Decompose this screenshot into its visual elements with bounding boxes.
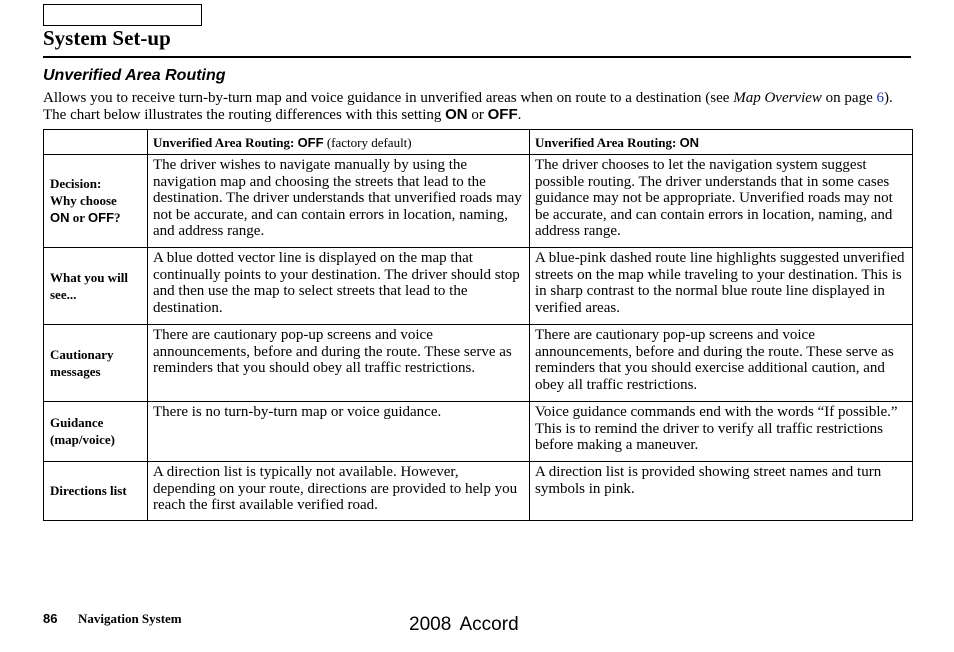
intro-text: Allows you to receive turn-by-turn map and voice guidance in unverified areas when on route to a destination (see [43,90,734,106]
table-header-row [44,130,913,155]
vehicle-model: 2008 Accord [409,614,519,635]
header-empty-cell [44,130,148,155]
header-off-label: Unverified Area Routing: [153,134,298,150]
header-off-note: (factory default) [323,134,412,150]
header-on-label: Unverified Area Routing: [535,134,680,150]
title-divider [43,56,911,58]
cell-off: A direction list is typically not available. However, depending on your route, directions are provided to help you reach the first available verified road. [148,462,530,521]
decision-or: or [69,210,89,225]
manual-name: Navigation System [78,611,182,626]
cell-on: Voice guidance commands end with the words “If possible.” This is to remind the driver to verify all traffic restrictions before making a maneuver. [530,402,913,462]
cell-off: There is no turn-by-turn map or voice guidance. [148,402,530,462]
table-row [44,248,913,325]
cell-off: There are cautionary pop-up screens and voice announcements, before and during the route. These serve as reminders that you should obey all traffic restrictions. [148,325,530,402]
cell-on: There are cautionary pop-up screens and voice announcements, before and during the route. These serve as reminders that you should exercise additional caution, and obey all traffic restrictions. [530,325,913,402]
row-label: What you will see... [44,248,148,325]
row-label: Guidance (map/voice) [44,402,148,462]
cell-on: A direction list is provided showing street names and turn symbols in pink. [530,462,913,521]
header-on-column [530,130,913,155]
row-label-decision [44,155,148,248]
page-6-link[interactable]: 6 [876,90,884,106]
cell-off: A blue dotted vector line is displayed on the map that continually points to your destination. The driver should stop and then use the map to select streets that lead to the destination. [148,248,530,325]
intro-or: or [467,106,488,123]
intro-paragraph [43,90,913,123]
off-setting-label: OFF [487,105,518,123]
routing-comparison-table [43,129,913,521]
intro-italic-ref: Map Overview [733,90,822,106]
section-heading: Unverified Area Routing [43,67,226,84]
cell-on: The driver chooses to let the navigation system suggest possible routing. The driver understands that in some cases guidance may not be appropriate. Unverified roads may not be accurate, and can contain errors in location, naming, and address range. [530,155,913,248]
intro-text-2: ). The chart below illustrates the routing differences with this setting [43,90,893,123]
table-row [44,462,913,521]
decision-q: ? [114,210,121,225]
header-off-state: OFF [297,134,324,150]
row-label: Cautionary messages [44,325,148,402]
header-off-column [148,130,530,155]
table-row [44,402,913,462]
intro-end: . [517,106,522,123]
header-on-state: ON [679,134,700,150]
header-tab-box [43,4,202,26]
table-row [44,155,913,248]
cell-on: A blue-pink dashed route line highlights suggested unverified streets on the map while traveling to your destination. This is in sharp contrast to the normal blue route line displayed in verified areas. [530,248,913,325]
intro-page-prefix: on page [821,90,877,106]
decision-label-line2: Why choose [50,193,117,208]
on-setting-label: ON [445,105,468,123]
table-row [44,325,913,402]
decision-off: OFF [88,210,115,225]
decision-on: ON [50,210,70,225]
page-title: System Set-up [43,26,171,50]
decision-label-line1: Decision: [50,176,102,191]
page-number: 86 [43,611,58,626]
row-label: Directions list [44,462,148,521]
cell-off: The driver wishes to navigate manually by using the navigation map and choosing the streets that lead to the destination. The driver understands that unverified roads may not be accurate, and can contain errors in location, naming, and address range. [148,155,530,248]
